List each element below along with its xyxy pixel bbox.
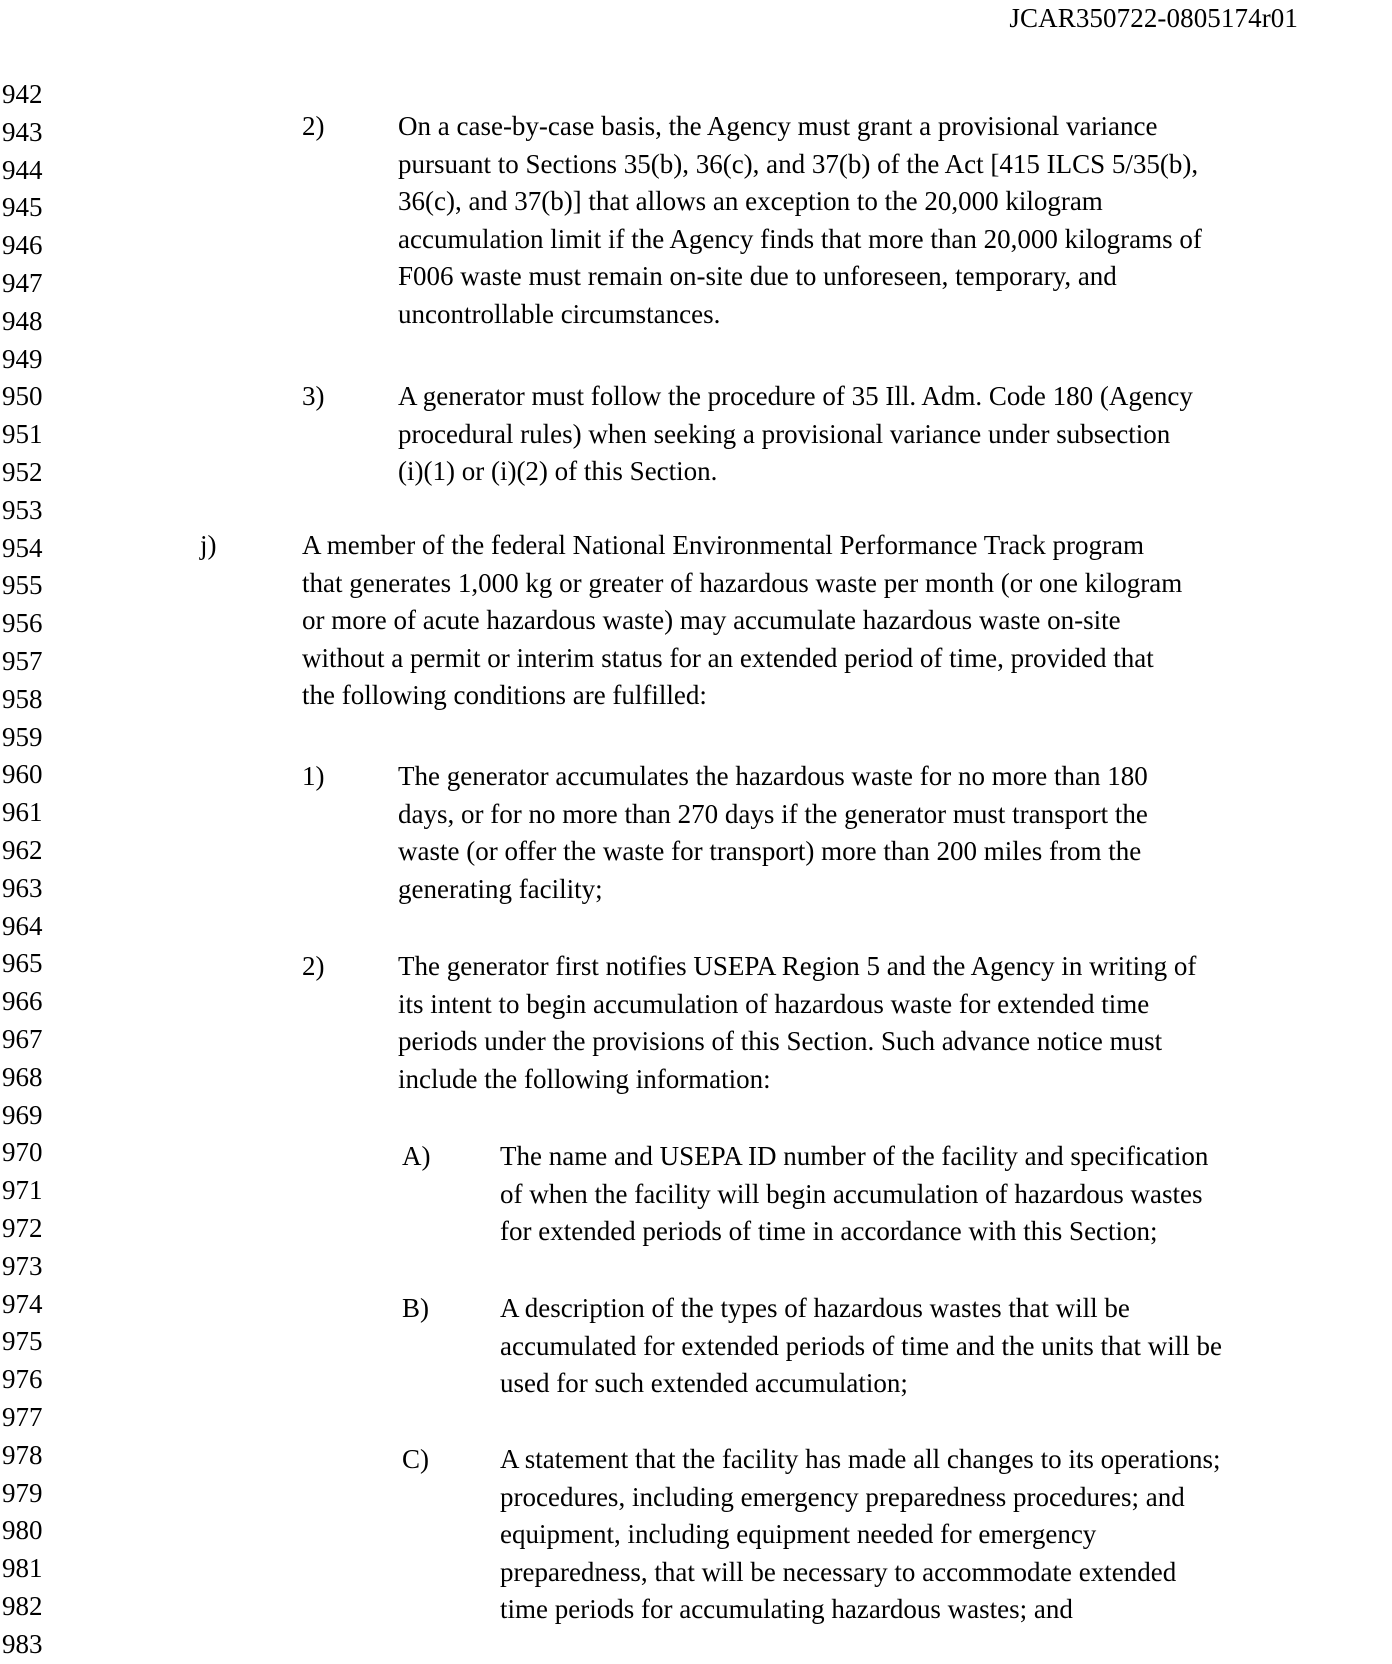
paragraph-text: The generator first notifies USEPA Region 5 and the Agency in writing of its intent to begin accumulation of hazardous waste for extended time periods under the provisions of this Section. Such advance notice must include the following information: [398, 951, 1197, 1094]
paragraph-marker: A) [402, 1141, 431, 1171]
line-number: 958 [2, 683, 43, 714]
line-number: 969 [2, 1099, 43, 1130]
line-number: 970 [2, 1137, 43, 1168]
paragraph-marker: B) [402, 1293, 429, 1323]
line-number: 959 [2, 721, 43, 752]
line-number: 943 [2, 116, 43, 147]
line-number: 979 [2, 1477, 43, 1508]
paragraph-text: A description of the types of hazardous wastes that will be accumulated for extended periods of time and the units that will be used for such extended accumulation; [500, 1293, 1223, 1398]
line-number: 983 [2, 1628, 43, 1659]
paragraph-marker: 3) [302, 381, 325, 411]
line-number: 982 [2, 1591, 43, 1621]
line-number: 956 [2, 608, 43, 639]
line-number: 968 [2, 1061, 43, 1092]
line-number: 973 [2, 1250, 43, 1281]
paragraph-marker: 2) [302, 111, 325, 141]
line-number: 951 [2, 419, 43, 450]
line-number: 978 [2, 1439, 43, 1470]
line-number: 967 [2, 1024, 43, 1054]
paragraph-text: The name and USEPA ID number of the facility and specification of when the facility will begin accumulation of hazardous wastes for extended periods of time in accordance with this Section; [500, 1141, 1209, 1246]
line-number: 974 [2, 1288, 43, 1319]
line-number: 963 [2, 872, 43, 903]
line-number: 972 [2, 1213, 43, 1243]
paragraph-marker: j) [200, 530, 217, 560]
line-number: 977 [2, 1402, 43, 1432]
line-number: 975 [2, 1326, 43, 1357]
line-number: 957 [2, 646, 43, 676]
paragraph-text: A generator must follow the procedure of 35 Ill. Adm. Code 180 (Agency procedural rules) when seeking a provisional variance under subsection (i)(1) or (i)(2) of this Section. [398, 381, 1193, 486]
line-number: 945 [2, 192, 43, 223]
line-number: 947 [2, 268, 43, 298]
paragraph-marker: 1) [302, 761, 325, 791]
line-number: 953 [2, 494, 43, 525]
line-number: 944 [2, 154, 43, 185]
paragraph-marker: 2) [302, 951, 325, 981]
line-number: 971 [2, 1175, 43, 1206]
line-number: 960 [2, 759, 43, 790]
paragraph-marker: C) [402, 1444, 429, 1474]
paragraph-text: A statement that the facility has made all changes to its operations; procedures, including emergency preparedness procedures; and equipment, including equipment needed for emergency preparedness, that will be necessary to accommodate extended time periods for accumulating hazardous wastes; and [500, 1444, 1221, 1624]
paragraph-text: On a case-by-case basis, the Agency must grant a provisional variance pursuant to Sections 35(b), 36(c), and 37(b) of the Act [415 ILCS 5/35(b), 36(c), and 37(b)] that allows an exception to the 20,000 kilogram accumulation limit if the Agency finds that more than 20,000 kilograms of F006 waste must remain on-site due to unforeseen, temporary, and uncontrollable circumstances. [398, 111, 1202, 329]
document-id: JCAR350722-0805174r01 [1009, 3, 1298, 33]
line-number: 964 [2, 910, 43, 941]
line-number: 946 [2, 230, 43, 261]
line-number: 980 [2, 1515, 43, 1546]
line-number: 950 [2, 381, 43, 412]
line-number: 954 [2, 532, 43, 563]
line-number: 962 [2, 835, 43, 865]
line-number: 966 [2, 986, 43, 1017]
line-number: 952 [2, 457, 43, 487]
line-number: 976 [2, 1364, 43, 1395]
paragraph-text: A member of the federal National Environmental Performance Track program that generates 1,000 kg or greater of hazardous waste per month (or one kilogram or more of acute hazardous waste) may accumulate hazardous waste on-site without a permit or interim status for an extended period of time, provided that the following conditions are fulfilled: [302, 530, 1183, 710]
paragraph-text: The generator accumulates the hazardous waste for no more than 180 days, or for no more than 270 days if the generator must transport the waste (or offer the waste for transport) more than 200 miles from the generating facility; [398, 761, 1148, 904]
line-number: 981 [2, 1553, 43, 1584]
line-number: 949 [2, 343, 43, 374]
line-number: 955 [2, 570, 43, 601]
line-number: 948 [2, 305, 43, 336]
line-number: 942 [2, 79, 43, 109]
line-number: 961 [2, 797, 43, 828]
line-number: 965 [2, 948, 43, 979]
